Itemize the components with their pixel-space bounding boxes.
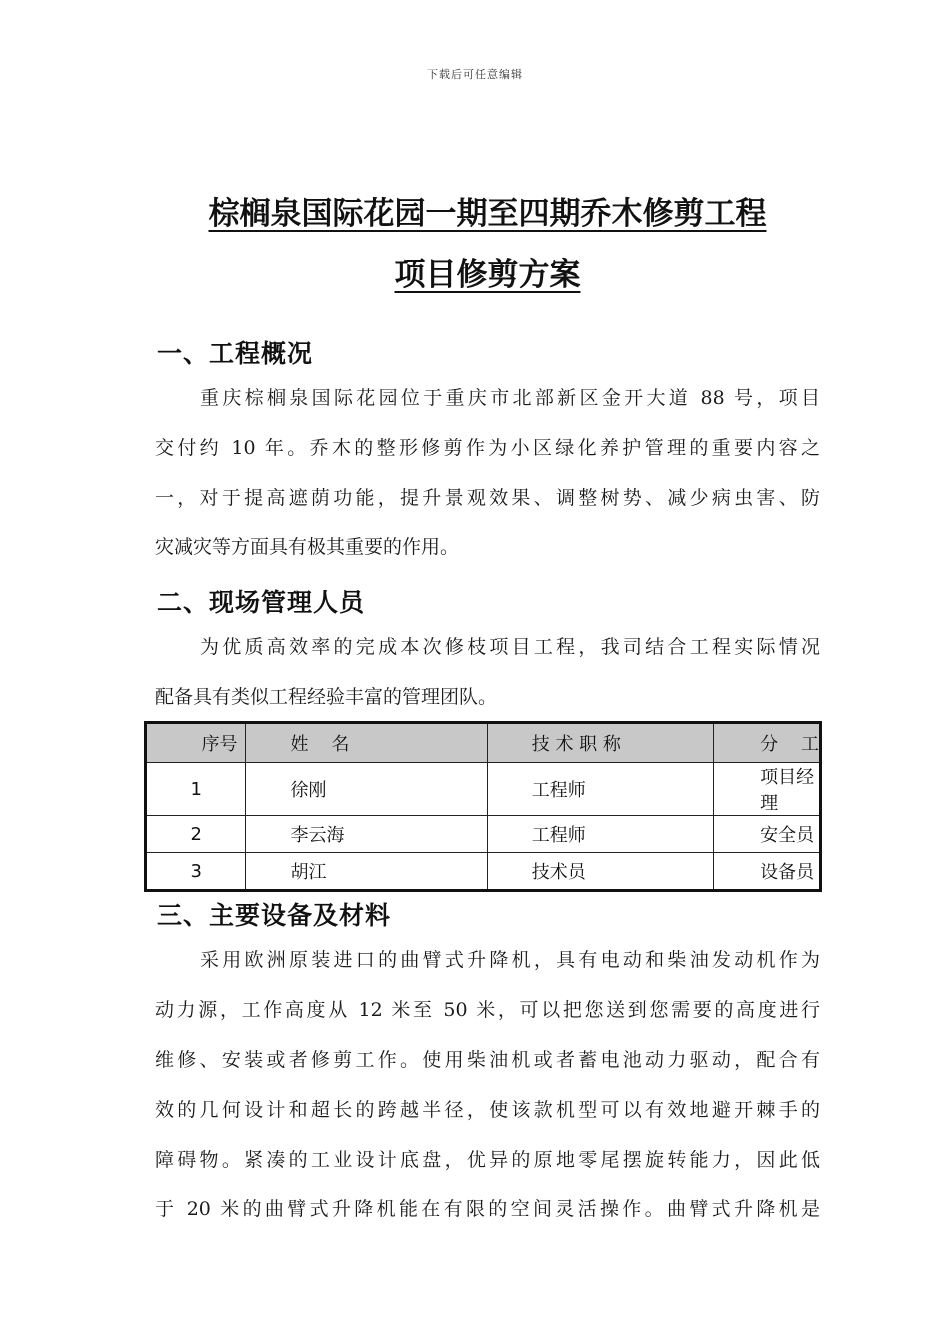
section-2-heading: 二、现场管理人员: [157, 588, 366, 617]
document-title-line-2: [0, 249, 950, 294]
section-3-line-4: 效的几何设计和超长的跨越半径，使该款机型可以有效地避开棘手的: [155, 1099, 820, 1121]
cell-serial-number: 2: [146, 816, 246, 853]
cell-job-title: 技术员: [487, 853, 713, 891]
section-3-line-3: 维修、安装或者修剪工作。使用柴油机或者蓄电池动力驱动，配合有: [155, 1049, 820, 1071]
staff-table-header-row: [146, 723, 821, 763]
document-title-line-1: [0, 188, 950, 233]
section-1-line-4: 灾减灾等方面具有极其重要的作用。: [155, 536, 460, 558]
cell-role: 安全员: [714, 816, 821, 853]
section-1-line-1: 重庆棕榈泉国际花园位于重庆市北部新区金开大道 88 号，项目: [200, 387, 820, 409]
page-header-note: 下载后可任意编辑: [427, 68, 523, 81]
cell-name: 徐刚: [246, 763, 487, 816]
table-row: [146, 763, 821, 816]
title-text-1: 棕榈泉国际花园一期至四期乔木修剪工程: [208, 196, 767, 232]
staff-table: [144, 721, 822, 892]
section-3-line-6: 于 20 米的曲臂式升降机能在有限的空间灵活操作。曲臂式升降机是: [155, 1198, 820, 1220]
cell-serial-number: 1: [146, 763, 246, 816]
section-3-line-2: 动力源，工作高度从 12 米至 50 米，可以把您送到您需要的高度进行: [155, 999, 820, 1021]
section-1-heading: 一、工程概况: [157, 339, 314, 368]
table-row: [146, 853, 821, 891]
cell-name: 李云海: [246, 816, 487, 853]
title-text-2: 项目修剪方案: [394, 257, 581, 293]
section-2-line-1: 为优质高效率的完成本次修枝项目工程，我司结合工程实际情况: [200, 636, 820, 658]
section-3-heading: 三、主要设备及材料: [157, 901, 392, 930]
cell-serial-number: 3: [146, 853, 246, 891]
section-3-line-5: 障碍物。紧凑的工业设计底盘，优异的原地零尾摆旋转能力，因此低: [155, 1149, 820, 1171]
header-role: 分 工: [714, 723, 821, 763]
cell-role: 项目经理: [714, 763, 821, 816]
section-3-line-1: 采用欧洲原装进口的曲臂式升降机，具有电动和柴油发动机作为: [200, 949, 820, 971]
cell-job-title: 工程师: [487, 816, 713, 853]
header-serial-number: 序号: [146, 723, 246, 763]
section-1-line-2: 交付约 10 年。乔木的整形修剪作为小区绿化养护管理的重要内容之: [155, 437, 820, 459]
cell-name: 胡江: [246, 853, 487, 891]
cell-role: 设备员: [714, 853, 821, 891]
cell-job-title: 工程师: [487, 763, 713, 816]
section-1-line-3: 一，对于提高遮荫功能，提升景观效果、调整树势、减少病虫害、防: [155, 487, 820, 509]
header-name: 姓 名: [246, 723, 487, 763]
section-2-line-2: 配备具有类似工程经验丰富的管理团队。: [155, 686, 498, 708]
table-row: [146, 816, 821, 853]
header-job-title: 技 术 职 称: [487, 723, 713, 763]
